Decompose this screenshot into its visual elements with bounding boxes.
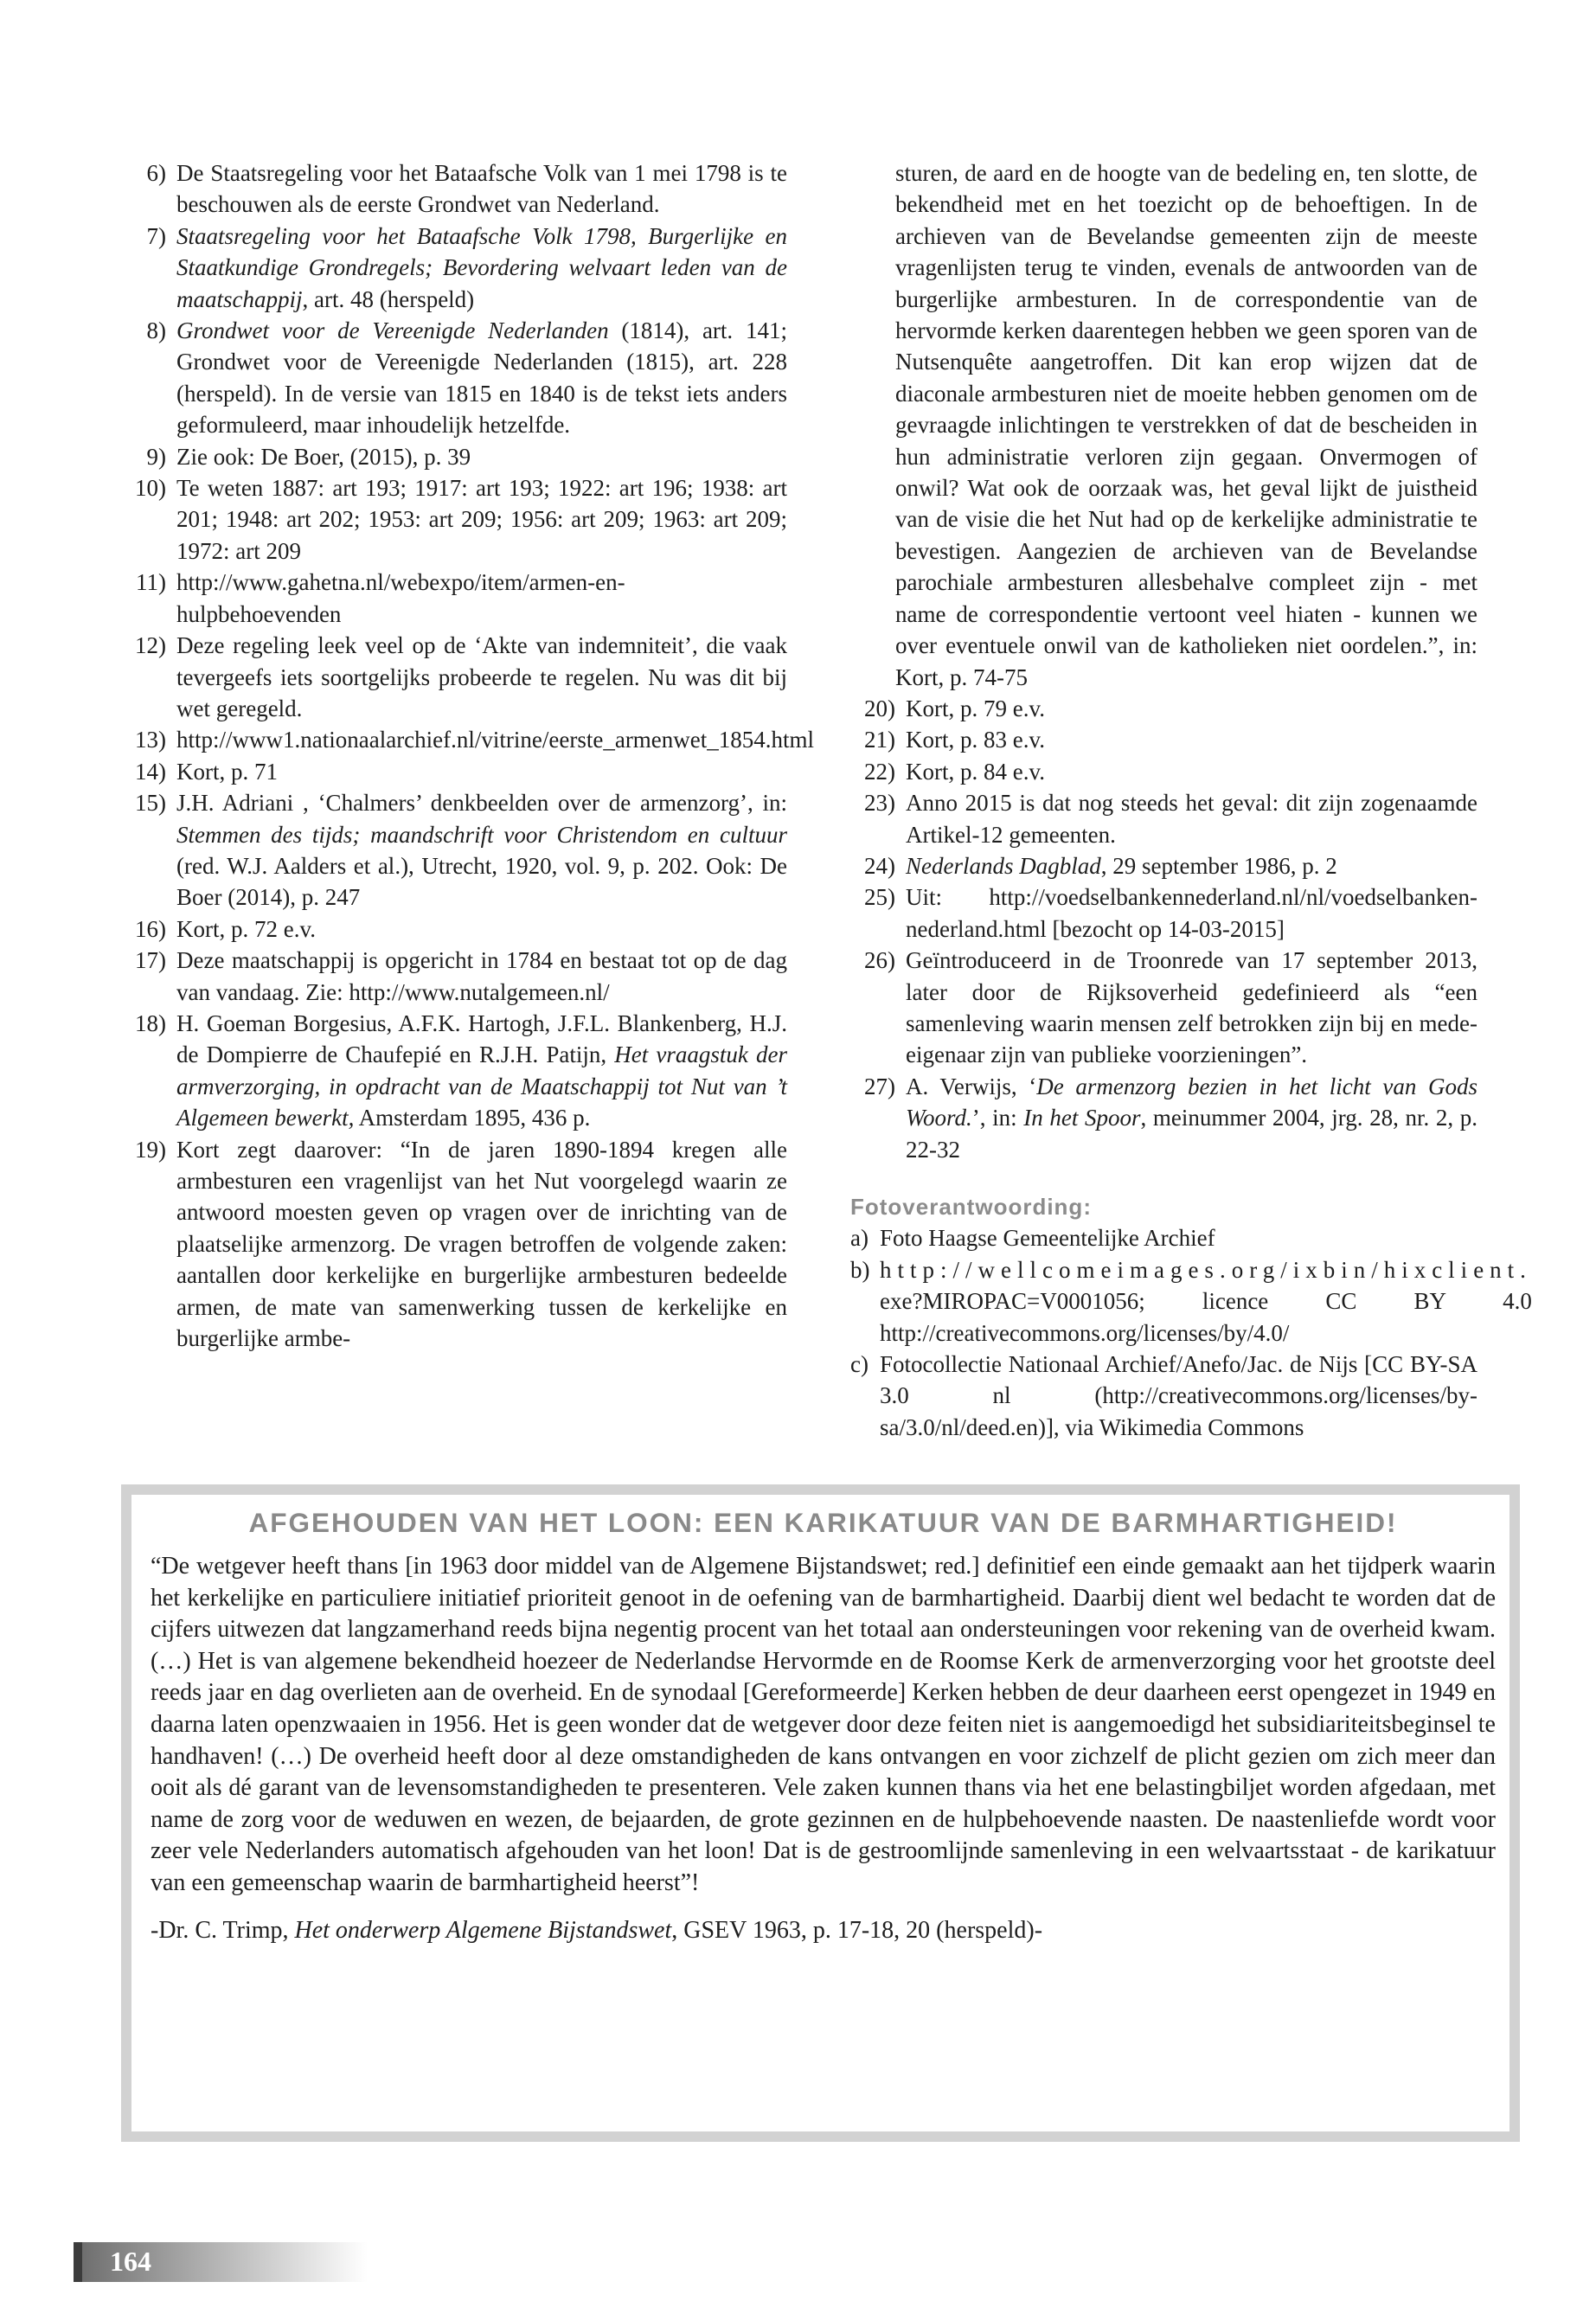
footnote-text-segment: A. Verwijs, ‘ (906, 1073, 1037, 1099)
footnote-number: 27) (864, 1073, 895, 1099)
footnote-text (176, 472, 787, 567)
left-footnotes-column (121, 157, 815, 1354)
quote-text: “De wetgever heeft thans [in 1963 door middel van de Algemene Bijstandswet; red.] definitief een einde gemaakt aan het tijdperk waarin het kerkelijke en particuliere initiatief prioriteit genoot in de oefening van de barmhartigheid. Daarbij dient wel bedacht te worden dat de cijfers uitwezen dat langzamerhand reeds bijna negentig procent van het totaal aan ondersteuningen voor rekening van de overheid kwam. (…) Het is van algemene bekendheid hoezeer de Nederlandse Hervormde en de Roomse Kerk de armenverzorging voor het grootste deel reeds jaar en dag overlieten aan de overheid. En de synodaal [Gereformeerde] Kerken hebben de deur daarheen eerst opengezet in 1949 en daarna laten openzwaaien in 1956. Het is geen wonder dat de wetgever door deze feiten niet is aangemoedigd het subsidiariteitsbeginsel te handhaven! (…) De overheid heeft door al deze omstandigheden de kans ontvangen en voor zichzelf de plicht gezien om zich meer dan ooit als dé garant van de levensomstandigheden te presenteren. Vele zaken kunnen thans via het ene belastingbiljet worden afgedaan, met name de zorg voor de weduwen en wezen, de bejaarden, de grote gezinnen en de hulpbehoevende naasten. De naastenliefde wordt voor zeer vele Nederlanders automatisch afgehouden van het loon! Dat is de gestroomlijnde samenleving in een welvaartsstaat - de karikatuur van een gemeenschap waarin de barmhartigheid heerst”! (151, 1553, 1496, 1896)
footnote-text (176, 441, 787, 472)
footnote-number: 15) (135, 790, 166, 817)
footnote-text-segment: Kort, p. 79 e.v. (906, 695, 1045, 721)
photo-credit-url: http://wellcomeimages.org/ixbin/hixclient. (880, 1256, 1532, 1283)
footnote-text-segment: Zie ook: De Boer, (2015), p. 39 (176, 443, 471, 470)
footnote-text-segment: De armenzorg bezien in het licht van Gods Woord. (906, 1073, 1477, 1131)
photo-credit-b (850, 1254, 1532, 1349)
footnote-text-segment: Grondwet voor de Vereenigde Nederlanden (176, 317, 609, 344)
footnote-text-segment: Anno 2015 is dat nog steeds het geval: dit zijn zogenaamde Artikel-12 gemeenten. (906, 790, 1477, 848)
footnote-19-continuation: sturen, de aard en de hoogte van de bedeling en, ten slotte, de bekendheid met en het toezicht op de behoeftigen. In de archieven van de Bevelandse gemeenten zijn de meeste vragenlijsten terug te vinden, evenals de antwoorden van de burgerlijke armbesturen. In de correspondentie van de hervormde kerken daarentegen hebben we geen sporen van de Nutsenquête aangetroffen. Dit kan erop wijzen dat de diaconale armbesturen niet de moeite hebben genomen om de gevraagde inlichtingen te verstrekken of dat de bescheiden in hun administratie verloren zijn gegaan. Onvermogen of onwil? Wat ook de oorzaak was, het geval lijkt de juistheid van de visie die het Nut had op de kerkelijke administratie te bevestigen. Aangezien de archieven van de Bevelandse parochiale armbesturen allesbehalve compleet zijn - met name de correspondentie vertoont veel hiaten - kunnen we over eventuele onwil van de katholieken niet oordelen.”, in: Kort, p. 74-75 (895, 160, 1477, 690)
photo-credit-label: c) (850, 1351, 869, 1378)
footnote (850, 945, 1477, 1071)
footnote-text-segment: Het vraagstuk der armverzorging, in opdracht van de Maatschappij tot Nut van ’t Algemeen bewerkt, (176, 1042, 787, 1131)
photo-credit-body (880, 1254, 1532, 1349)
footnote-text (906, 787, 1477, 850)
footnote-text (176, 756, 787, 787)
footnote-number: 22) (864, 758, 895, 785)
footnote (850, 850, 1477, 881)
footnote-text-segment: Te weten 1887: art 193; 1917: art 193; 1922: art 196; 1938: art 201; 1948: art 202; 1953: art 209; 1956: art 209; 1963: art 209; 1972: art 209 (176, 475, 787, 564)
attribution-title: Het onderwerp Algemene Bijstandswet (294, 1916, 672, 1944)
footnote-number: 18) (135, 1009, 166, 1036)
footnote-text-segment: Kort, p. 71 (176, 758, 278, 785)
footnote-text (176, 567, 787, 630)
footnote (121, 441, 787, 472)
footnote-text (176, 1008, 787, 1134)
footnote-number: 21) (864, 727, 895, 753)
footnote-text (176, 630, 787, 724)
footnote-number: 8) (146, 317, 166, 344)
footnote-number: 12) (135, 632, 166, 659)
footnote (850, 1071, 1477, 1165)
footnote-text-segment: (red. W.J. Aalders et al.), Utrecht, 1920, vol. 9, p. 202. Ook: De Boer (2014), p. 247 (176, 852, 787, 911)
footnote-text-segment: , 29 september 1986, p. 2 (1100, 852, 1337, 879)
photo-credit-c (850, 1349, 1477, 1443)
footnote-text (176, 787, 787, 913)
footnote-text (906, 881, 1477, 945)
photo-credits-heading: Fotoverantwoording: (850, 1194, 1092, 1220)
footnote-text-segment: ’, in: (971, 1105, 1024, 1131)
photo-credit-text: Foto Haagse Gemeentelijke Archief (880, 1225, 1215, 1252)
photo-credit-text: exe?MIROPAC=V0001056; licence CC BY 4.0 http://creativecommons.org/licenses/by/4.0/ (880, 1288, 1532, 1346)
photo-credit-a (850, 1222, 1477, 1253)
footnote-number: 19) (135, 1136, 166, 1163)
footnote (121, 913, 787, 945)
footnote-number: 14) (135, 758, 166, 785)
right-footnote-list (850, 693, 1477, 1165)
footnote-text-segment: Kort zegt daarover: “In de jaren 1890-1894 kregen alle armbesturen een vragenlijst van het Nut voorgelegd waarin ze antwoord moesten geven op vragen over de inrichting van de plaatselijke armenzorg. De vragen betroffen de volgende zaken: aantallen door kerkelijke en burgerlijke armbesturen bedeelde armen, de mate van samenwerking tussen de kerkelijke en burgerlijke armbe- (176, 1136, 787, 1352)
footnote-text-segment: Stemmen des tijds; maandschrift voor Christendom en cultuur (176, 821, 787, 848)
footnote (121, 787, 787, 913)
quote-attribution (151, 1915, 1496, 1947)
footnote-text-segment: Deze regeling leek veel op de ‘Akte van indemniteit’, die vaak tevergeefs iets soortgelijks probeerde te regelen. Nu was dit bij wet geregeld. (176, 632, 787, 721)
quote-box-inner (131, 1495, 1509, 2131)
quote-box (121, 1484, 1520, 2142)
footnote (121, 567, 787, 630)
footnote-text-segment: H. Goeman Borgesius, A.F.K. Hartogh, J.F.L. Blankenberg, H.J. de Dompierre de Chaufepié en R.J.H. Patijn, (176, 1009, 787, 1068)
footnote (121, 315, 787, 441)
footnote (121, 945, 787, 1008)
footnote-text-segment: (1814), art. 141; Grondwet voor de Vereenigde Nederlanden (1815), art. 228 (herspeld). In de versie van 1815 en 1840 is de tekst iets anders geformuleerd, maar inhoudelijk hetzelfde. (176, 317, 787, 439)
page-number-marker (74, 2242, 82, 2282)
footnote-text-segment: http://www1.nationaalarchief.nl/vitrine/eerste_armenwet_1854.html (176, 727, 815, 753)
footnote-number: 25) (864, 884, 895, 911)
footnote-number: 26) (864, 947, 895, 974)
footnote-text-segment: In het Spoor (1023, 1105, 1141, 1131)
footnote (121, 630, 787, 724)
footnote-number: 6) (146, 160, 166, 186)
footnote-text (176, 1134, 787, 1355)
footnote-text-segment: Kort, p. 83 e.v. (906, 727, 1045, 753)
footnote-text-segment: http://www.gahetna.nl/webexpo/item/armen-en-hulpbehoevenden (176, 569, 625, 627)
footnote-text (176, 945, 787, 1008)
footnote-text-segment: Nederlands Dagblad (906, 852, 1101, 879)
quote-box-title: AFGEHOUDEN VAN HET LOON: EEN KARIKATUUR VAN DE BARMHARTIGHEID! (248, 1507, 1398, 1538)
attribution-suffix: , GSEV 1963, p. 17-18, 20 (herspeld)- (671, 1916, 1043, 1944)
footnote (121, 1008, 787, 1134)
footnote (121, 724, 815, 755)
footnote-number: 17) (135, 947, 166, 974)
footnote-text (906, 850, 1477, 881)
footnote-text-segment: J.H. Adriani , ‘Chalmers’ denkbeelden over de armenzorg’, in: (176, 790, 787, 817)
footnote-text-segment: Kort, p. 84 e.v. (906, 758, 1045, 785)
footnote-text-segment: , art. 48 (herspeld) (302, 285, 475, 312)
footnote-number: 10) (135, 475, 166, 502)
footnote-text-segment: Amsterdam 1895, 436 p. (354, 1105, 591, 1131)
footnote-text (906, 693, 1477, 724)
page-number-bar (74, 2242, 368, 2282)
footnote-number: 11) (136, 569, 166, 596)
footnote (850, 724, 1477, 755)
footnote (121, 1134, 787, 1355)
footnote (850, 756, 1477, 787)
footnote-text (176, 221, 787, 315)
footnote-number: 23) (864, 790, 895, 817)
footnote-number: 13) (135, 727, 166, 753)
right-footnotes-column (850, 157, 1532, 1443)
photo-credit-label: b) (850, 1256, 870, 1283)
photo-credit-label: a) (850, 1225, 869, 1252)
footnote-number: 16) (135, 915, 166, 942)
footnote (850, 693, 1477, 724)
footnote-text-segment: Deze maatschappij is opgericht in 1784 en bestaat tot op de dag van vandaag. Zie: http://www.nutalgemeen.nl/ (176, 947, 787, 1005)
photo-credit-text: Fotocollectie Nationaal Archief/Anefo/Jac. de Nijs [CC BY-SA 3.0 nl (http://creativecommons.org/licenses/by-sa/3.0/nl/deed.en)], via Wikimedia Commons (880, 1351, 1477, 1440)
footnote-text (176, 315, 787, 441)
footnote-number: 20) (864, 695, 895, 721)
footnote-text (176, 724, 814, 755)
footnote-number: 24) (864, 852, 895, 879)
page-number: 164 (110, 2246, 151, 2277)
footnote-text-segment: Kort, p. 72 e.v. (176, 915, 316, 942)
footnote-number: 7) (146, 222, 166, 249)
footnote-text (906, 945, 1477, 1071)
footnote (121, 756, 787, 787)
footnote (121, 157, 787, 221)
footnote (850, 881, 1477, 945)
footnote-text (906, 1071, 1477, 1165)
footnote (121, 221, 787, 315)
footnote-text (906, 724, 1477, 755)
footnote-text-segment: Geïntroduceerd in de Troonrede van 17 september 2013, later door de Rijksoverheid gedefinieerd als “een samenleving waarin mensen zelf betrokken zijn bij en mede-eigenaar zijn van publieke voorzieningen”. (906, 947, 1477, 1068)
footnote-text-segment: De Staatsregeling voor het Bataafsche Volk van 1 mei 1798 is te beschouwen als de eerste Grondwet van Nederland. (176, 160, 787, 218)
footnote-number: 9) (146, 443, 166, 470)
footnote-text-segment: Staatsregeling voor het Bataafsche Volk 1798, Burgerlijke en Staatkundige Grondregels; Bevordering welvaart leden van de maatschappij (176, 222, 787, 312)
footnote (121, 472, 787, 567)
footnote-text (176, 157, 787, 221)
footnote (850, 787, 1477, 850)
footnote-text-segment: Uit: http://voedselbankennederland.nl/nl/voedselbanken-nederland.html [bezocht op 14-03-2015] (906, 884, 1477, 942)
footnote-text (176, 913, 787, 945)
attribution-prefix: -Dr. C. Trimp, (151, 1916, 295, 1944)
footnote-text-segment: , meinummer 2004, jrg. 28, nr. 2, p. 22-32 (906, 1105, 1478, 1163)
footnote-text (906, 756, 1477, 787)
